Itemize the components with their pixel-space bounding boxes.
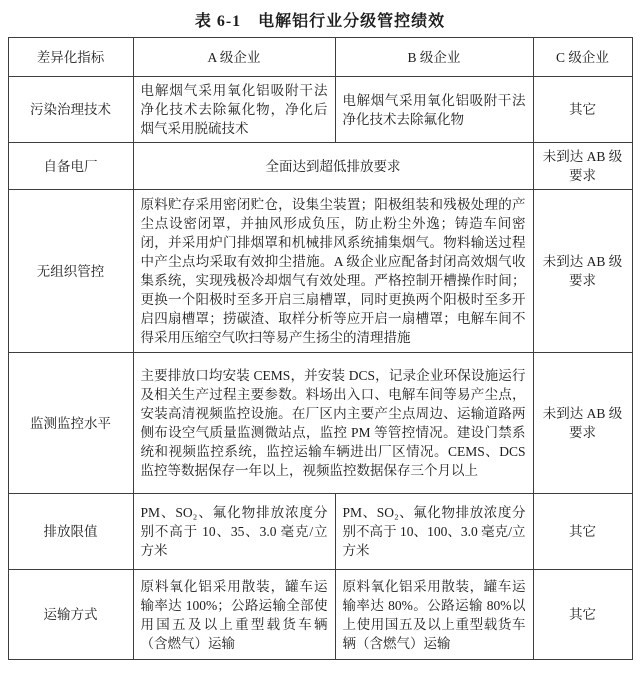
- grade-c-cell: 其它: [533, 77, 632, 143]
- table-row-emission-limits: [8, 494, 632, 570]
- grade-a-cell: PM、SO₂、氟化物排放浓度分别不高于 10、35、3.0 毫克/立方米: [133, 494, 335, 570]
- indicator-cell: 污染治理技术: [8, 77, 133, 143]
- grade-a-cell: 电解烟气采用氧化铝吸附干法净化技术去除氟化物，净化后烟气采用脱硫技术: [133, 77, 335, 143]
- header-grade-b: B 级企业: [335, 38, 533, 77]
- grade-b-cell: 电解烟气采用氧化铝吸附干法净化技术去除氟化物: [335, 77, 533, 143]
- grade-c-cell: 未到达 AB 级要求: [533, 143, 632, 190]
- grade-ab-merged-cell: 主要排放口均安装 CEMS，并安装 DCS，记录企业环保设施运行及相关生产过程主要参数。料场出入口、电解车间等易产尘点，安装高清视频监控设施。在厂区内主要产尘点周边、运输道路两侧布设空气质量监测微站点，监控 PM 等管控情况。建设门禁系统和视频监控系统，监控运输车辆进出厂区情况。CEMS、DCS 监控等数据保存一年以上，视频监控数据保存三个月以上: [133, 353, 533, 494]
- table-row-fugitive-emission-control: [8, 190, 632, 353]
- table-row-pollution-treatment-technology: [8, 77, 632, 143]
- grade-b-cell: 原料氧化铝采用散装，罐车运输率达 80%。公路运输 80%以上使用国五及以上重型载货车辆（含燃气）运输: [335, 570, 533, 660]
- grade-b-cell: PM、SO₂、氟化物排放浓度分别不高于 10、100、3.0 毫克/立方米: [335, 494, 533, 570]
- grading-table: [8, 37, 633, 660]
- grade-c-cell: 未到达 AB 级要求: [533, 353, 632, 494]
- table-row-monitoring-supervision-level: [8, 353, 632, 494]
- grade-c-cell: 其它: [533, 570, 632, 660]
- grade-ab-merged-cell: 原料贮存采用密闭贮仓，设集尘装置；阳极组装和残极处理的产尘点设密闭罩，并抽风形成负压，防止粉尘外逸；铸造车间密闭，并采用炉门排烟罩和机械排风系统捕集烟气。物料输送过程中产尘点均采取有效抑尘措施。A 级企业应配备封闭高效烟气收集系统，实现残极冷却烟气有效处理。严格控制开槽操作时间；更换一个阳极时至多开启三扇槽罩，同时更换两个阳极时至多开启四扇槽罩；捞碳渣、取样分析等应开启一扇槽罩；电解车间不得采用压缩空气吹扫等易产生扬尘的清理措施: [133, 190, 533, 353]
- indicator-cell: 自备电厂: [8, 143, 133, 190]
- grade-c-cell: 未到达 AB 级要求: [533, 190, 632, 353]
- table-title: 表 6-1 电解铝行业分级管控绩效: [194, 13, 446, 30]
- indicator-cell: 运输方式: [8, 570, 133, 660]
- indicator-cell: 无组织管控: [8, 190, 133, 353]
- grade-ab-merged-cell: 全面达到超低排放要求: [133, 143, 533, 190]
- grade-c-cell: 其它: [533, 494, 632, 570]
- grade-a-cell: 原料氧化铝采用散装，罐车运输率达 100%；公路运输全部使用国五及以上重型载货车辆（含燃气）运输: [133, 570, 335, 660]
- header-grade-a: A 级企业: [133, 38, 335, 77]
- header-row: [8, 38, 632, 77]
- table-row-captive-power-plant: [8, 143, 632, 190]
- indicator-cell: 监测监控水平: [8, 353, 133, 494]
- indicator-cell: 排放限值: [8, 494, 133, 570]
- table-row-transport-mode: [8, 570, 632, 660]
- header-indicator: 差异化指标: [8, 38, 133, 77]
- header-grade-c: C 级企业: [533, 38, 632, 77]
